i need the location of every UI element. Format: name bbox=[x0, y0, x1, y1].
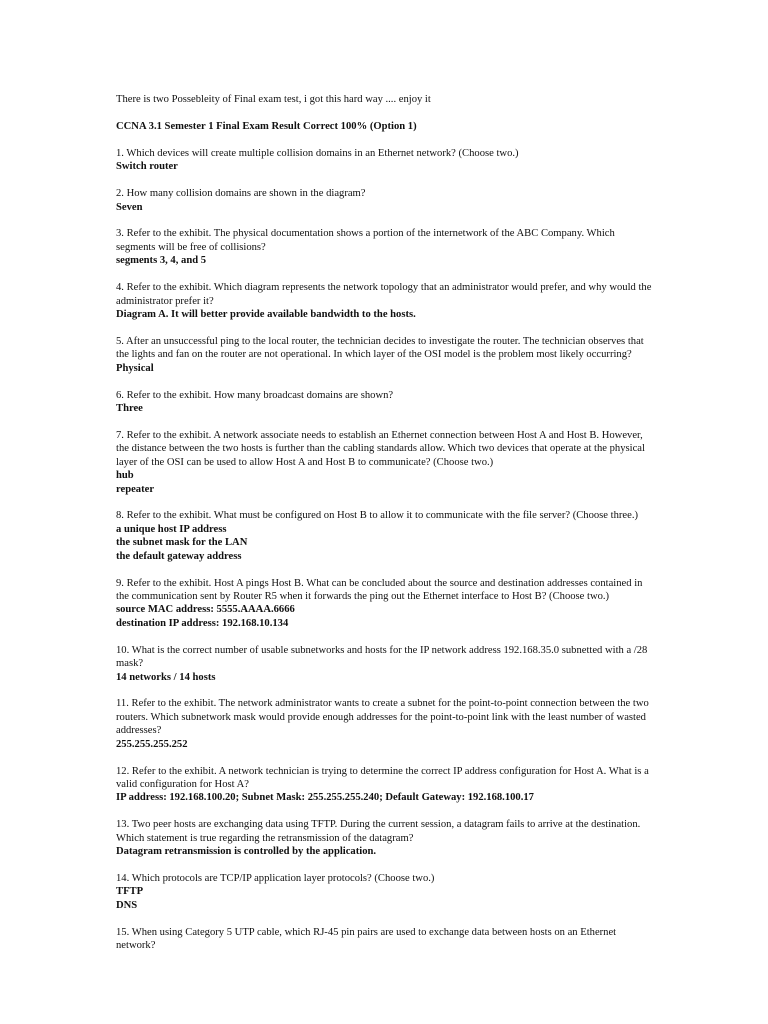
question-text: 1. Which devices will create multiple collision domains in an Ethernet network? (Choose two.) bbox=[116, 147, 519, 159]
answer-text: hub bbox=[116, 470, 134, 482]
answer-text: 14 networks / 14 hosts bbox=[116, 671, 216, 683]
question-text: 8. Refer to the exhibit. What must be configured on Host B to allow it to communicate with the file server? (Choose three.) bbox=[116, 510, 639, 522]
answer-text: Diagram A. It will better provide available bandwidth to the hosts. bbox=[116, 308, 416, 320]
question-block bbox=[116, 644, 656, 684]
answer-text: DNS bbox=[116, 899, 138, 911]
question-text: 12. Refer to the exhibit. A network technician is trying to determine the correct IP address configuration for Host A. What is a valid configuration for Host A? bbox=[116, 765, 649, 790]
question-text: 3. Refer to the exhibit. The physical documentation shows a portion of the internetwork of the ABC Company. Which segments will be free of collisions? bbox=[116, 228, 615, 253]
document-heading: CCNA 3.1 Semester 1 Final Exam Result Correct 100% (Option 1) bbox=[116, 121, 417, 133]
question-text: 11. Refer to the exhibit. The network administrator wants to create a subnet for the point-to-point connection between the two routers. Which subnetwork mask would provide enough addresses for the point-to-point link with the least number of wasted addresses? bbox=[116, 698, 649, 737]
question-text: 9. Refer to the exhibit. Host A pings Host B. What can be concluded about the source and destination addresses contained in the communication sent by Router R5 when it forwards the ping out the Ethernet interface to Host B? (Choose two.) bbox=[116, 577, 643, 602]
question-text: 4. Refer to the exhibit. Which diagram represents the network topology that an administrator would prefer, and why would the administrator prefer it? bbox=[116, 282, 652, 307]
question-text: 7. Refer to the exhibit. A network associate needs to establish an Ethernet connection between Host A and Host B. However, the distance between the two hosts is further than the cabling standards allow. Which two devices that operate at the physical layer of the OSI can be used to allow Host A and Host B to communicate? (Choose two.) bbox=[116, 429, 645, 468]
question-text: 10. What is the correct number of usable subnetworks and hosts for the IP network address 192.168.35.0 subnetted with a /28 mask? bbox=[116, 644, 648, 670]
answer-text: Physical bbox=[116, 362, 154, 374]
question-block bbox=[116, 429, 656, 496]
answer-text: the default gateway address bbox=[116, 550, 242, 562]
question-block bbox=[116, 765, 656, 805]
answer-text: repeater bbox=[116, 483, 155, 495]
question-text: 2. How many collision domains are shown in the diagram? bbox=[116, 188, 366, 200]
question-block bbox=[116, 872, 656, 912]
document-body bbox=[116, 93, 656, 966]
question-text: 14. Which protocols are TCP/IP application layer protocols? (Choose two.) bbox=[116, 872, 435, 884]
answer-text: the subnet mask for the LAN bbox=[116, 537, 248, 549]
question-list bbox=[116, 147, 656, 953]
question-block bbox=[116, 389, 656, 416]
question-block bbox=[116, 335, 656, 375]
answer-text: Datagram retransmission is controlled by the application. bbox=[116, 846, 377, 858]
question-block bbox=[116, 818, 656, 858]
answer-text: destination IP address: 192.168.10.134 bbox=[116, 617, 289, 629]
answer-text: IP address: 192.168.100.20; Subnet Mask: 255.255.255.240; Default Gateway: 192.168.100.17 bbox=[116, 792, 534, 804]
intro-text: There is two Possebleity of Final exam test, i got this hard way .... enjoy it bbox=[116, 94, 431, 105]
question-block bbox=[116, 147, 656, 174]
question-text: 5. After an unsuccessful ping to the local router, the technician decides to investigate the router. The technician observes that the lights and fan on the router are not operational. In which layer of the OSI model is the problem most likely occurring? bbox=[116, 335, 644, 361]
question-block bbox=[116, 697, 656, 751]
question-block bbox=[116, 281, 656, 321]
answer-text: Seven bbox=[116, 201, 143, 213]
question-block bbox=[116, 187, 656, 214]
question-text: 6. Refer to the exhibit. How many broadcast domains are shown? bbox=[116, 389, 394, 401]
answer-text: 255.255.255.252 bbox=[116, 738, 188, 750]
question-text: 13. Two peer hosts are exchanging data using TFTP. During the current session, a datagram fails to arrive at the destination. Which statement is true regarding the retransmission of the datagram? bbox=[116, 819, 641, 844]
answer-text: segments 3, 4, and 5 bbox=[116, 255, 207, 267]
answer-text: TFTP bbox=[116, 886, 144, 898]
answer-text: a unique host IP address bbox=[116, 523, 227, 535]
question-block bbox=[116, 926, 656, 953]
question-block bbox=[116, 227, 656, 267]
question-text: 15. When using Category 5 UTP cable, which RJ-45 pin pairs are used to exchange data between hosts on an Ethernet network? bbox=[116, 926, 617, 952]
question-block bbox=[116, 509, 656, 563]
answer-text: Switch router bbox=[116, 161, 178, 173]
answer-text: source MAC address: 5555.AAAA.6666 bbox=[116, 604, 295, 616]
answer-text: Three bbox=[116, 403, 143, 414]
question-block bbox=[116, 577, 656, 631]
